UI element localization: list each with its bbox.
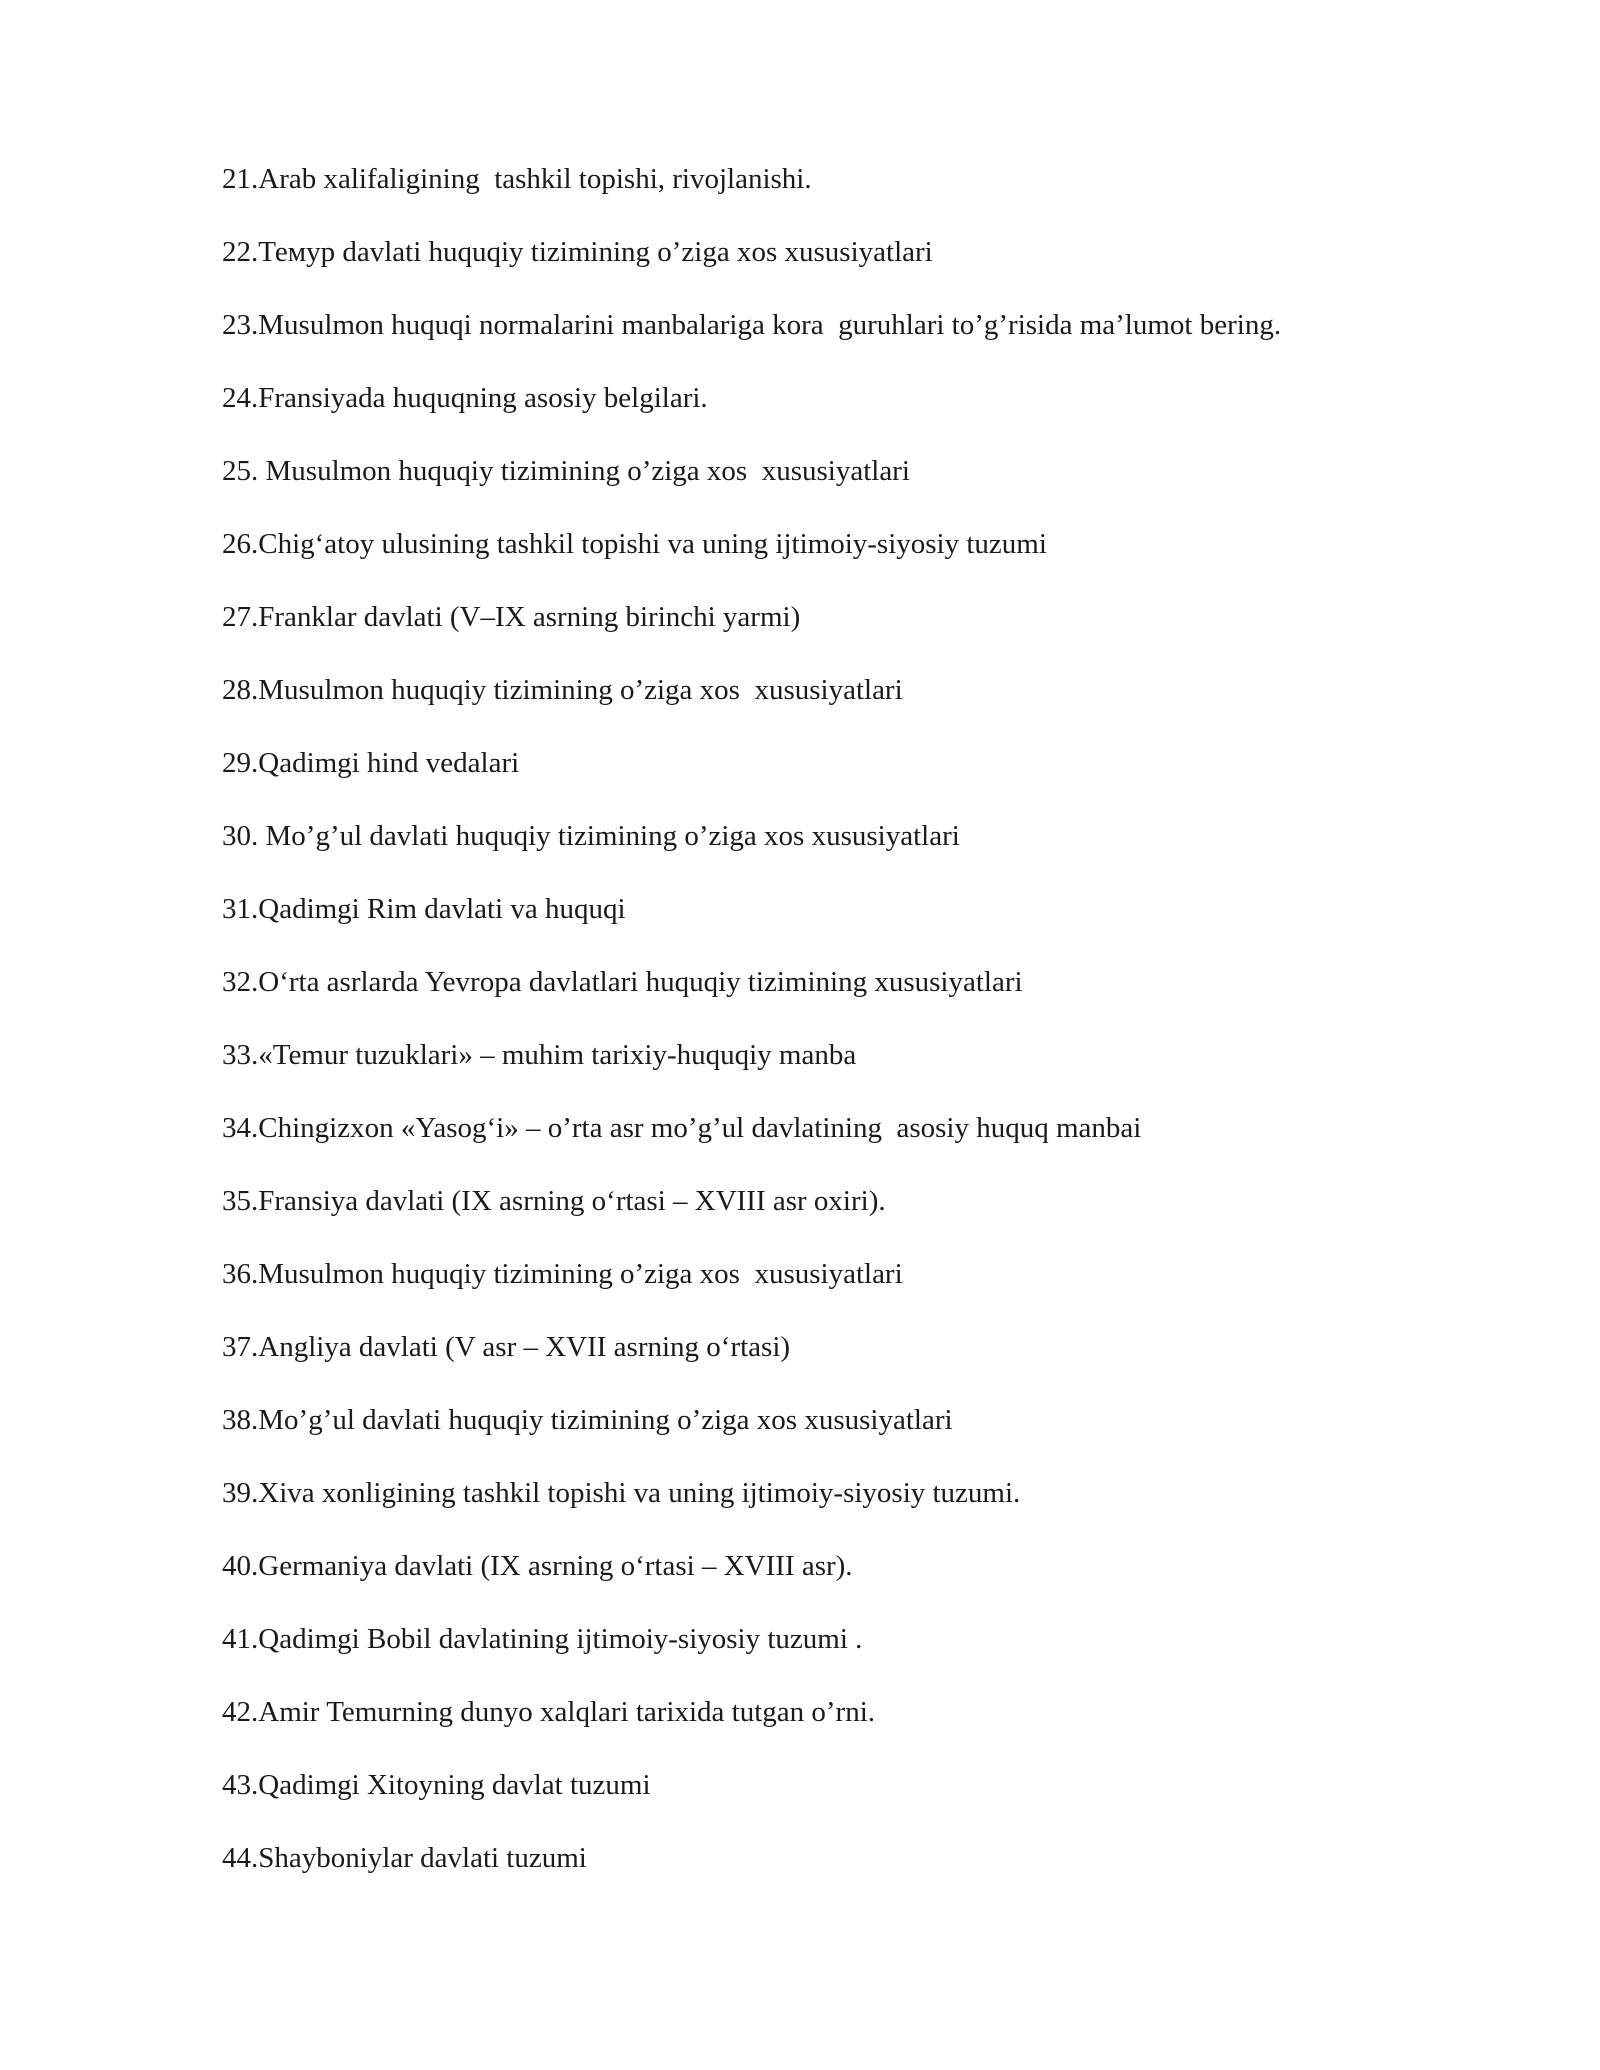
question-item-26: 26.Chig‘atoy ulusining tashkil topishi va uning ijtimoiy-siyosiy tuzumi	[222, 528, 1047, 560]
question-item-34: 34.Chingizxon «Yasog‘i» – o’rta asr mo’g’ul davlatining asosiy huquq manbai	[222, 1112, 1142, 1144]
question-item-38: 38.Mo’g’ul davlati huquqiy tizimining o’ziga xos xususiyatlari	[222, 1404, 953, 1436]
question-item-30: 30. Mo’g’ul davlati huquqiy tizimining o’ziga xos xususiyatlari	[222, 820, 960, 852]
question-item-43: 43.Qadimgi Xitoyning davlat tuzumi	[222, 1769, 651, 1801]
question-item-22: 22.Темур davlati huquqiy tizimining o’ziga xos xususiyatlari	[222, 236, 933, 268]
question-item-24: 24.Fransiyada huquqning asosiy belgilari.	[222, 382, 708, 414]
question-item-41: 41.Qadimgi Bobil davlatining ijtimoiy-siyosiy tuzumi .	[222, 1623, 863, 1655]
question-item-32: 32.O‘rta asrlarda Yevropa davlatlari huquqiy tizimining xususiyatlari	[222, 966, 1023, 998]
question-item-27: 27.Franklar davlati (V–IX asrning birinchi yarmi)	[222, 601, 801, 633]
question-item-33: 33.«Temur tuzuklari» – muhim tarixiy-huquqiy manba	[222, 1039, 857, 1071]
question-item-35: 35.Fransiya davlati (IX asrning o‘rtasi – XVIII asr oxiri).	[222, 1185, 886, 1217]
question-item-28: 28.Musulmon huquqiy tizimining o’ziga xos xususiyatlari	[222, 674, 903, 706]
question-item-23: 23.Musulmon huquqi normalarini manbalariga kora guruhlari to’g’risida ma’lumot bering.	[222, 309, 1282, 341]
question-item-40: 40.Germaniya davlati (IX asrning o‘rtasi – XVIII asr).	[222, 1550, 853, 1582]
question-item-25: 25. Musulmon huquqiy tizimining o’ziga xos xususiyatlari	[222, 455, 910, 487]
question-item-31: 31.Qadimgi Rim davlati va huquqi	[222, 893, 626, 925]
question-item-37: 37.Angliya davlati (V asr – XVII asrning o‘rtasi)	[222, 1331, 791, 1363]
question-item-36: 36.Musulmon huquqiy tizimining o’ziga xos xususiyatlari	[222, 1258, 903, 1290]
question-item-39: 39.Xiva xonligining tashkil topishi va uning ijtimoiy-siyosiy tuzumi.	[222, 1477, 1021, 1509]
question-item-21: 21.Arab xalifaligining tashkil topishi, rivojlanishi.	[222, 163, 812, 195]
question-list	[222, 143, 1522, 1895]
question-item-42: 42.Amir Temurning dunyo xalqlari tarixida tutgan o’rni.	[222, 1696, 876, 1728]
question-item-29: 29.Qadimgi hind vedalari	[222, 747, 520, 779]
question-item-44: 44.Shayboniylar davlati tuzumi	[222, 1842, 587, 1874]
